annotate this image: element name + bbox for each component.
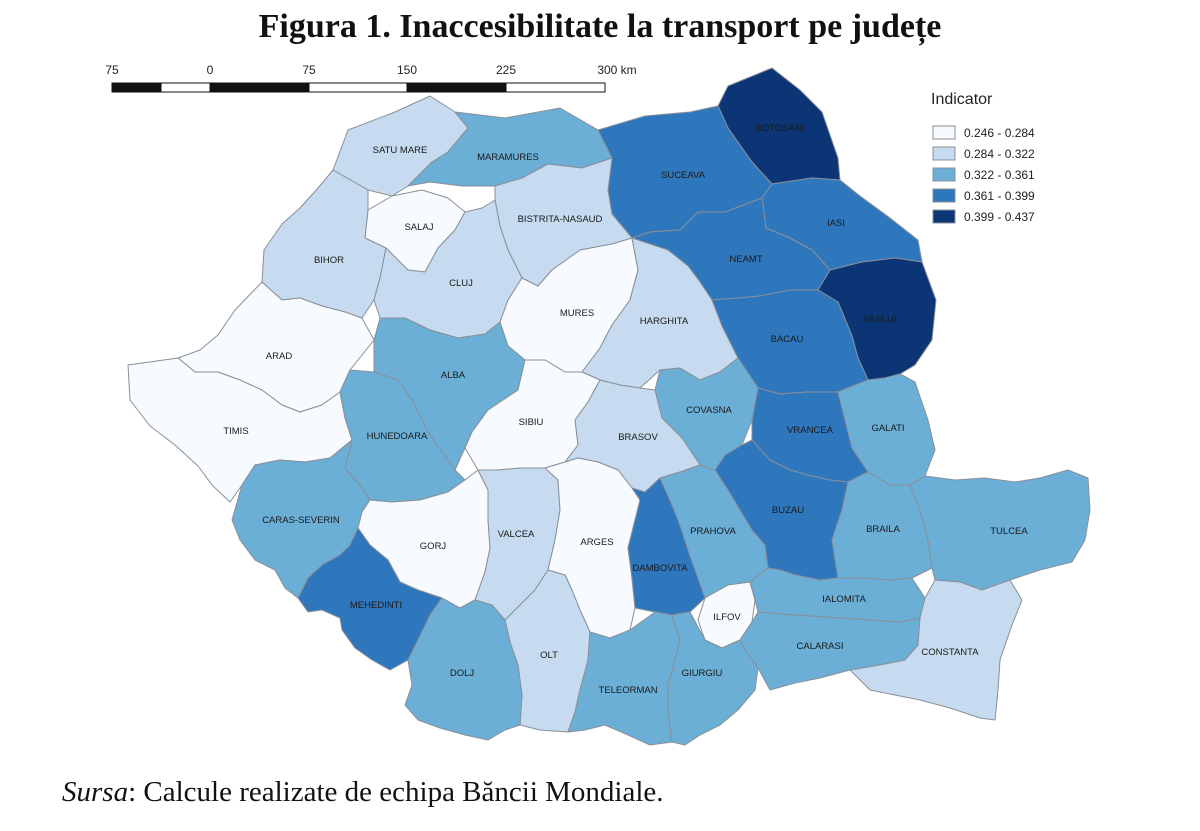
county-label: HUNEDOARA — [366, 431, 428, 442]
legend-label: 0.361 - 0.399 — [964, 189, 1035, 203]
county-label: HARGHITA — [639, 316, 689, 327]
legend-label: 0.399 - 0.437 — [964, 210, 1035, 224]
figure-title: Figura 1. Inaccesibilitate la transport pe județe — [258, 8, 942, 45]
county-label: OLT — [540, 650, 558, 661]
county-label: IALOMITA — [822, 594, 866, 605]
scale-segment — [112, 83, 161, 92]
county-label: BOTOSANI — [755, 123, 805, 134]
county-label: COVASNA — [686, 405, 732, 416]
county-label: BRASOV — [618, 432, 658, 443]
county-label: MURES — [559, 308, 595, 319]
legend-swatch — [933, 126, 955, 139]
legend-label: 0.284 - 0.322 — [964, 147, 1035, 161]
legend — [931, 91, 1035, 224]
county-label: CLUJ — [449, 278, 473, 289]
county-label: ALBA — [440, 370, 466, 381]
legend-label: 0.246 - 0.284 — [964, 126, 1035, 140]
county-label: GORJ — [419, 541, 447, 552]
scale-label: 75 — [302, 63, 316, 77]
county-label: ARGES — [580, 537, 614, 548]
scale-label: 0 — [206, 63, 214, 77]
scale-label: 225 — [495, 63, 517, 77]
source-note — [62, 776, 664, 809]
county-label: MEHEDINTI — [349, 600, 403, 611]
scale-segment — [506, 83, 605, 92]
scale-label: 300 km — [597, 63, 637, 77]
county-label: IASI — [827, 218, 845, 229]
county-label: BUZAU — [771, 505, 805, 516]
source-text: : Calcule realizate de echipa Băncii Mondiale. — [128, 776, 664, 808]
scale-segment — [309, 83, 407, 92]
county-bihor[interactable] — [262, 170, 386, 318]
county-label: CARAS-SEVERIN — [262, 515, 340, 526]
county-label: TULCEA — [990, 526, 1028, 537]
county-label: MARAMURES — [477, 152, 539, 163]
county-label: VRANCEA — [787, 425, 833, 436]
county-label: TIMIS — [223, 426, 249, 437]
county-label: ARAD — [265, 351, 293, 362]
county-label: DOLJ — [449, 668, 475, 679]
legend-label: 0.322 - 0.361 — [964, 168, 1035, 182]
legend-title: Indicator — [931, 91, 993, 108]
county-label: SUCEAVA — [661, 170, 705, 181]
county-label: VASLUI — [863, 314, 897, 325]
county-label: DAMBOVITA — [632, 563, 688, 574]
scale-segment — [161, 83, 210, 92]
county-label: GALATI — [871, 423, 905, 434]
scale-label: 150 — [396, 63, 418, 77]
legend-swatch — [933, 168, 955, 181]
county-label: VALCEA — [497, 529, 535, 540]
county-label: SIBIU — [518, 417, 544, 428]
scale-segment — [210, 83, 309, 92]
scale-segment — [407, 83, 506, 92]
county-label: BISTRITA-NASAUD — [517, 214, 603, 225]
county-label: CALARASI — [796, 641, 844, 652]
county-label: GIURGIU — [681, 668, 723, 679]
scale-label: 75 — [105, 63, 119, 77]
legend-swatch — [933, 210, 955, 223]
legend-swatch — [933, 147, 955, 160]
county-label: SALAJ — [404, 222, 434, 233]
county-label: TELEORMAN — [598, 685, 658, 696]
county-label: BIHOR — [313, 255, 345, 266]
county-label: BACAU — [770, 334, 804, 345]
legend-swatch — [933, 189, 955, 202]
county-label: SATU MARE — [372, 145, 428, 156]
county-label: PRAHOVA — [690, 526, 736, 537]
county-label: BRAILA — [866, 524, 900, 535]
scale-bar — [105, 63, 636, 92]
county-label: NEAMT — [729, 254, 763, 265]
county-label: CONSTANTA — [921, 647, 979, 658]
source-label: Sursa — [62, 776, 129, 808]
county-label: ILFOV — [713, 612, 741, 623]
